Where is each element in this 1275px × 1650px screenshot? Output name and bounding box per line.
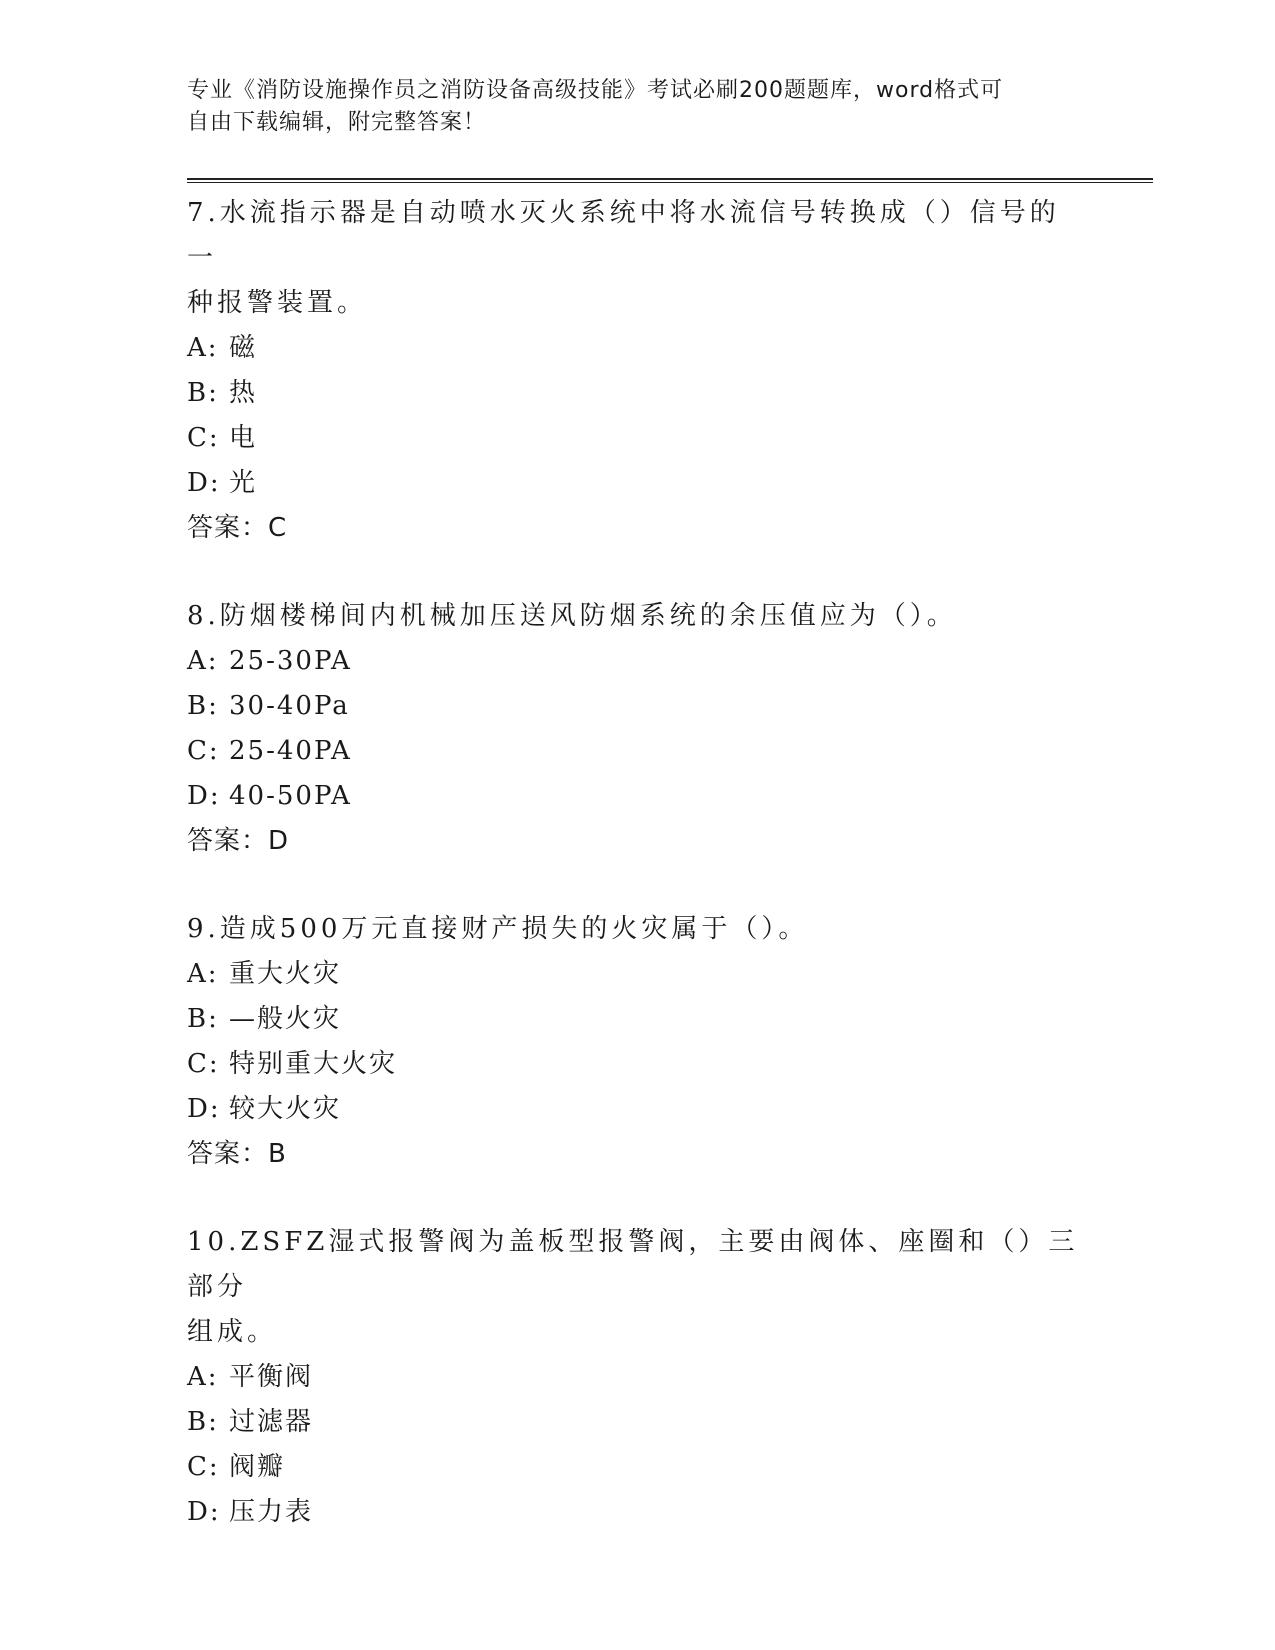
option-c xyxy=(187,729,1087,774)
option-text: 压力表 xyxy=(229,1497,314,1527)
option-letter: A: xyxy=(187,646,219,676)
option-text: 40-50PA xyxy=(229,781,352,811)
option-letter: B: xyxy=(187,378,219,408)
header-divider xyxy=(187,178,1153,183)
question-stem xyxy=(187,191,1087,326)
option-text: —般火灾 xyxy=(229,1004,342,1034)
option-letter: A: xyxy=(187,1362,219,1392)
question-stem xyxy=(187,907,1087,952)
option-text: 磁 xyxy=(229,333,258,363)
option-letter: D: xyxy=(187,781,221,811)
option-d xyxy=(187,774,1087,819)
option-c xyxy=(187,416,1087,461)
option-text: 25-30PA xyxy=(229,646,352,676)
question-stem xyxy=(187,594,1087,639)
option-letter: C: xyxy=(187,736,220,766)
option-text: 电 xyxy=(229,423,258,453)
header-line-2: 自由下载编辑，附完整答案！ xyxy=(187,110,487,135)
option-text: 光 xyxy=(229,468,258,498)
option-d xyxy=(187,461,1087,506)
option-text: 特别重大火灾 xyxy=(229,1049,398,1079)
question-stem-line-2: 种报警装置。 xyxy=(187,288,368,318)
question-stem-line-1: 8.防烟楼梯间内机械加压送风防烟系统的余压值应为（）。 xyxy=(187,601,957,631)
question-stem-line-1: 9.造成500万元直接财产损失的火灾属于（）。 xyxy=(187,914,809,944)
option-text: 阀瓣 xyxy=(229,1452,286,1482)
option-text: 重大火灾 xyxy=(229,959,342,989)
question-list xyxy=(187,191,1087,1578)
option-b xyxy=(187,997,1087,1042)
answer-line: 答案：B xyxy=(187,1139,287,1169)
option-letter: B: xyxy=(187,691,219,721)
option-text: 25-40PA xyxy=(229,736,352,766)
option-letter: C: xyxy=(187,1452,220,1482)
option-a xyxy=(187,952,1087,997)
option-d xyxy=(187,1490,1087,1535)
option-d xyxy=(187,1087,1087,1132)
option-c xyxy=(187,1445,1087,1490)
option-text: 30-40Pa xyxy=(229,691,350,721)
option-b xyxy=(187,371,1087,416)
option-text: 过滤器 xyxy=(229,1407,314,1437)
question-9 xyxy=(187,907,1087,1177)
option-a xyxy=(187,326,1087,371)
option-letter: B: xyxy=(187,1407,219,1437)
option-letter: D: xyxy=(187,1094,221,1124)
question-8 xyxy=(187,594,1087,864)
option-b xyxy=(187,684,1087,729)
answer-line: 答案：C xyxy=(187,513,288,543)
document-header xyxy=(187,75,1067,139)
option-letter: D: xyxy=(187,1497,221,1527)
option-text: 较大火灾 xyxy=(229,1094,342,1124)
header-line-1: 专业《消防设施操作员之消防设备高级技能》考试必刷200题题库，word格式可 xyxy=(187,78,1004,103)
option-letter: C: xyxy=(187,423,220,453)
option-letter: D: xyxy=(187,468,221,498)
option-letter: C: xyxy=(187,1049,220,1079)
question-stem-line-2: 组成。 xyxy=(187,1317,278,1347)
option-text: 平衡阀 xyxy=(229,1362,314,1392)
option-letter: A: xyxy=(187,333,219,363)
option-a xyxy=(187,639,1087,684)
option-text: 热 xyxy=(229,378,258,408)
answer-line: 答案：D xyxy=(187,826,290,856)
question-stem xyxy=(187,1220,1087,1355)
option-c xyxy=(187,1042,1087,1087)
question-stem-line-1: 7.水流指示器是自动喷水灭火系统中将水流信号转换成（）信号的一 xyxy=(187,198,1060,273)
option-letter: A: xyxy=(187,959,219,989)
option-letter: B: xyxy=(187,1004,219,1034)
question-10 xyxy=(187,1220,1087,1535)
question-stem-line-1: 10.ZSFZ湿式报警阀为盖板型报警阀，主要由阀体、座圈和（）三部分 xyxy=(187,1227,1079,1302)
option-a xyxy=(187,1355,1087,1400)
question-7 xyxy=(187,191,1087,551)
option-b xyxy=(187,1400,1087,1445)
